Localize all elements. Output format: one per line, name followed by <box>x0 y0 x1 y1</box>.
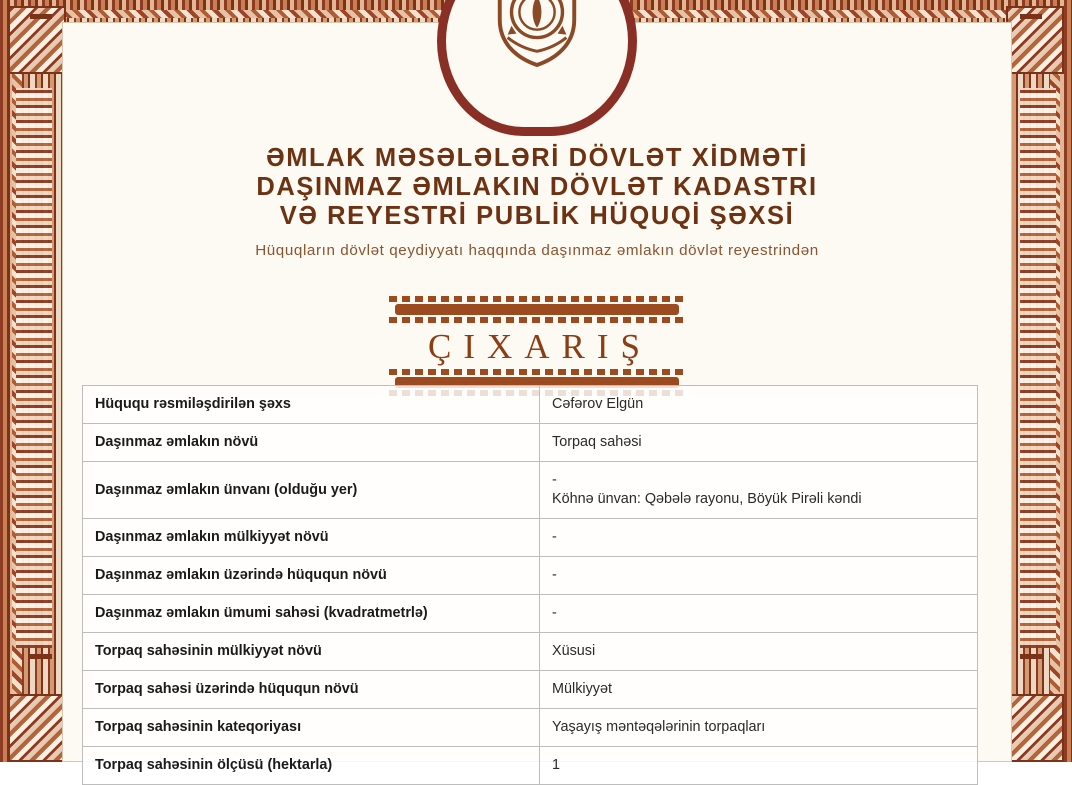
tick-mark-top-left <box>30 14 52 19</box>
row-label: Daşınmaz əmlakın üzərində hüququn növü <box>83 557 540 595</box>
row-label: Hüququ rəsmiləşdirilən şəxs <box>83 386 540 424</box>
table-row <box>83 386 978 424</box>
row-label: Torpaq sahəsinin ölçüsü (hektarla) <box>83 747 540 785</box>
table-row <box>83 671 978 709</box>
org-title-line-2: DAŞINMAZ ƏMLAKIN DÖVLƏT KADASTRI <box>256 173 818 201</box>
org-title-line-3: VƏ REYESTRİ PUBLİK HÜQUQİ ŞƏXSİ <box>279 202 795 230</box>
row-value-primary: - <box>552 472 557 488</box>
row-value: Yaşayış məntəqələrinin torpaqları <box>540 709 978 747</box>
table-row <box>83 595 978 633</box>
emblem-frame <box>437 0 637 136</box>
extract-stamp <box>62 304 1012 388</box>
table-row <box>83 462 978 519</box>
table-row <box>83 557 978 595</box>
row-value: - <box>540 519 978 557</box>
row-label: Daşınmaz əmlakın növü <box>83 424 540 462</box>
tick-mark-top-right <box>1020 14 1042 19</box>
row-label: Daşınmaz əmlakın ümumi sahəsi (kvadratmetrlə) <box>83 595 540 633</box>
table-row <box>83 633 978 671</box>
row-value: Xüsusi <box>540 633 978 671</box>
table-row <box>83 519 978 557</box>
row-value-secondary: Köhnə ünvan: Qəbələ rayonu, Böyük Pirəli kəndi <box>552 491 862 507</box>
org-title-line-1: ƏMLAK MƏSƏLƏLƏRİ DÖVLƏT XİDMƏTİ <box>266 144 808 172</box>
row-value: Mülkiyyət <box>540 671 978 709</box>
tick-mark-bottom-right <box>1020 654 1042 659</box>
document-subtitle: Hüquqların dövlət qeydiyyatı haqqında daşınmaz əmlakın dövlət reyestrindən <box>255 242 819 259</box>
stamp-rule-top <box>395 304 679 315</box>
row-value <box>540 462 978 519</box>
row-value: - <box>540 557 978 595</box>
stamp-title: ÇIXARIŞ <box>427 327 653 366</box>
table-row <box>83 747 978 785</box>
row-label: Torpaq sahəsinin kateqoriyası <box>83 709 540 747</box>
corner-ornament-bottom-right <box>1006 694 1064 762</box>
corner-ornament-bottom-left <box>8 694 66 762</box>
row-value: - <box>540 595 978 633</box>
row-label: Daşınmaz əmlakın mülkiyyət növü <box>83 519 540 557</box>
row-value: 1 <box>540 747 978 785</box>
row-value: Torpaq sahəsi <box>540 424 978 462</box>
table-row <box>83 424 978 462</box>
row-label: Torpaq sahəsinin mülkiyyət növü <box>83 633 540 671</box>
azerbaijan-state-emblem-icon <box>488 0 586 69</box>
row-label: Torpaq sahəsi üzərində hüququn növü <box>83 671 540 709</box>
property-details-table <box>82 385 978 785</box>
side-band-left <box>16 88 52 648</box>
table-row <box>83 709 978 747</box>
tick-mark-bottom-left <box>30 654 52 659</box>
side-band-right <box>1020 88 1056 648</box>
row-label: Daşınmaz əmlakın ünvanı (olduğu yer) <box>83 462 540 519</box>
row-value: Cəfərov Elgün <box>540 386 978 424</box>
header-titles <box>62 144 1012 259</box>
